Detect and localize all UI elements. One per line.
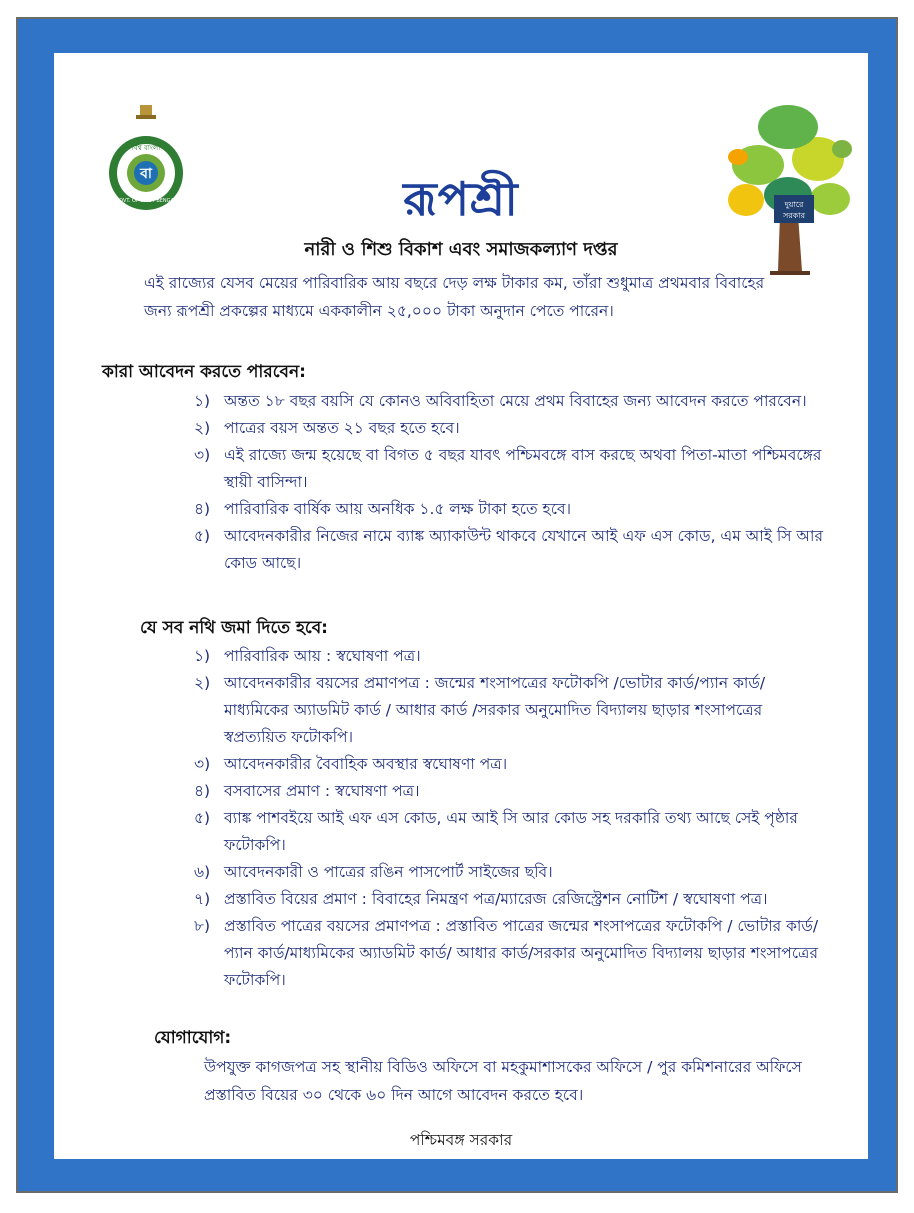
list-item bbox=[194, 751, 824, 778]
item-number: ৩) bbox=[194, 755, 211, 773]
list-item bbox=[194, 643, 824, 670]
item-text: পাত্রের বয়স অন্তত ২১ বছর হতে হবে। bbox=[224, 419, 460, 437]
list-item bbox=[194, 886, 824, 913]
item-text: আবেদনকারীর বৈবাহিক অবস্থার স্বঘোষণা পত্র। bbox=[224, 755, 508, 773]
item-number: ৫) bbox=[194, 809, 211, 827]
tree-sign-line2: সরকার bbox=[782, 211, 806, 220]
item-number: ৪) bbox=[194, 782, 211, 800]
item-text: অন্তত ১৮ বছর বয়সি যে কোনও অবিবাহিতা মেয়ে প্রথম বিবাহের জন্য আবেদন করতে পারবেন। bbox=[224, 392, 807, 410]
list-item bbox=[194, 442, 834, 496]
footer-text: পশ্চিমবঙ্গ সরকার bbox=[409, 1131, 513, 1149]
item-number: ২) bbox=[194, 419, 211, 437]
list-item bbox=[194, 496, 834, 523]
poster-paper bbox=[54, 53, 868, 1159]
contact-text: উপযুক্ত কাগজপত্র সহ স্থানীয় বিডিও অফিসে বা মহকুমাশাসকের অফিসে / পুর কমিশনারের অফিসে প্রস্তাবিত বিয়ের ৩০ থেকে ৬০ দিন আগে আবেদন করতে হবে। bbox=[204, 1058, 802, 1104]
intro-paragraph: এই রাজ্যের যেসব মেয়ের পারিবারিক আয় বছরে দেড় লক্ষ টাকার কম, তাঁরা শুধুমাত্র প্রথমবার বিবাহের জন্য রূপশ্রী প্রকল্পের মাধ্যমে এককালীন ২৫,০০০ টাকা অনুদান পেতে পারেন। bbox=[144, 274, 765, 320]
item-text: আবেদনকারী ও পাত্রের রঙিন পাসপোর্ট সাইজের ছবি। bbox=[224, 863, 553, 881]
item-text: প্রস্তাবিত বিয়ের প্রমাণ : বিবাহের নিমন্ত্রণ পত্র/ম্যারেজ রেজিস্ট্রেশন নোটিশ / স্বঘোষণা পত্র। bbox=[224, 890, 768, 908]
item-text: আবেদনকারীর বয়সের প্রমাণপত্র : জন্মের শংসাপত্রের ফটোকপি /ভোটার কার্ড/প্যান কার্ড/মাধ্যমিকের অ্যাডমিট কার্ড / আধার কার্ড /সরকার অনুমোদিত বিদ্যালয় ছাড়ার শংসাপত্রের স্বপ্রত্যয়িত ফটোকপি। bbox=[224, 674, 766, 746]
item-text: ব্যাঙ্ক পাশবইয়ে আই এফ এস কোড, এম আই সি আর কোড সহ দরকারি তথ্য আছে সেই পৃষ্ঠার ফটোকপি। bbox=[224, 809, 798, 854]
item-number: ৭) bbox=[194, 890, 211, 908]
list-item bbox=[194, 523, 834, 577]
emblem-bottom-text: GOVT. OF WEST BENGAL bbox=[115, 198, 177, 204]
item-number: ৮) bbox=[194, 917, 211, 935]
documents-list bbox=[194, 643, 824, 994]
item-text: এই রাজ্যে জন্ম হয়েছে বা বিগত ৫ বছর যাবৎ পশ্চিমবঙ্গে বাস করছে অথবা পিতা-মাতা পশ্চিমবঙ্গের স্থায়ী বাসিন্দা। bbox=[224, 446, 822, 491]
item-text: পারিবারিক বার্ষিক আয় অনধিক ১.৫ লক্ষ টাকা হতে হবে। bbox=[224, 500, 572, 518]
poster-frame bbox=[16, 17, 898, 1193]
tree-sign-line1: দুয়ারে bbox=[784, 200, 804, 209]
item-text: প্রস্তাবিত পাত্রের বয়সের প্রমাণপত্র : প্রস্তাবিত পাত্রের জন্মের শংসাপত্রের ফটোকপি / ভোটার কার্ড/প্যান কার্ড/মাধ্যমিকের অ্যাডমিট কার্ড/ আধার কার্ড/সরকার অনুমোদিত বিদ্যালয় ছাড়ার শংসাপত্রের ফটোকপি। bbox=[224, 917, 819, 989]
documents-heading: যে সব নথি জমা দিতে হবে: bbox=[140, 618, 328, 638]
item-number: ২) bbox=[194, 674, 211, 692]
eligibility-list bbox=[194, 388, 834, 577]
contact-heading: যোগাযোগ: bbox=[154, 1028, 232, 1048]
item-number: ৬) bbox=[194, 863, 211, 881]
item-number: ৫) bbox=[194, 527, 211, 545]
list-item bbox=[194, 778, 824, 805]
emblem-top-text: বিশ্ব বাংলা bbox=[131, 144, 161, 152]
list-item bbox=[194, 913, 824, 994]
list-item bbox=[194, 859, 824, 886]
department-name: নারী ও শিশু বিকাশ এবং সমাজকল্যাণ দপ্তর bbox=[304, 239, 618, 260]
item-text: আবেদনকারীর নিজের নামে ব্যাঙ্ক অ্যাকাউন্ট থাকবে যেখানে আই এফ এস কোড, এম আই সি আর কোড আছে। bbox=[224, 527, 824, 572]
list-item bbox=[194, 670, 824, 751]
list-item bbox=[194, 805, 824, 859]
poster-title: রূপশ্রী bbox=[403, 172, 519, 226]
item-number: ১) bbox=[194, 647, 211, 665]
item-number: ৩) bbox=[194, 446, 211, 464]
emblem-letter: বা bbox=[140, 166, 152, 182]
list-item bbox=[194, 388, 834, 415]
item-number: ১) bbox=[194, 392, 211, 410]
eligibility-heading: কারা আবেদন করতে পারবেন: bbox=[102, 362, 306, 382]
item-number: ৪) bbox=[194, 500, 211, 518]
item-text: বসবাসের প্রমাণ : স্বঘোষণা পত্র। bbox=[224, 782, 420, 800]
list-item bbox=[194, 415, 834, 442]
item-text: পারিবারিক আয় : স্বঘোষণা পত্র। bbox=[224, 647, 421, 665]
